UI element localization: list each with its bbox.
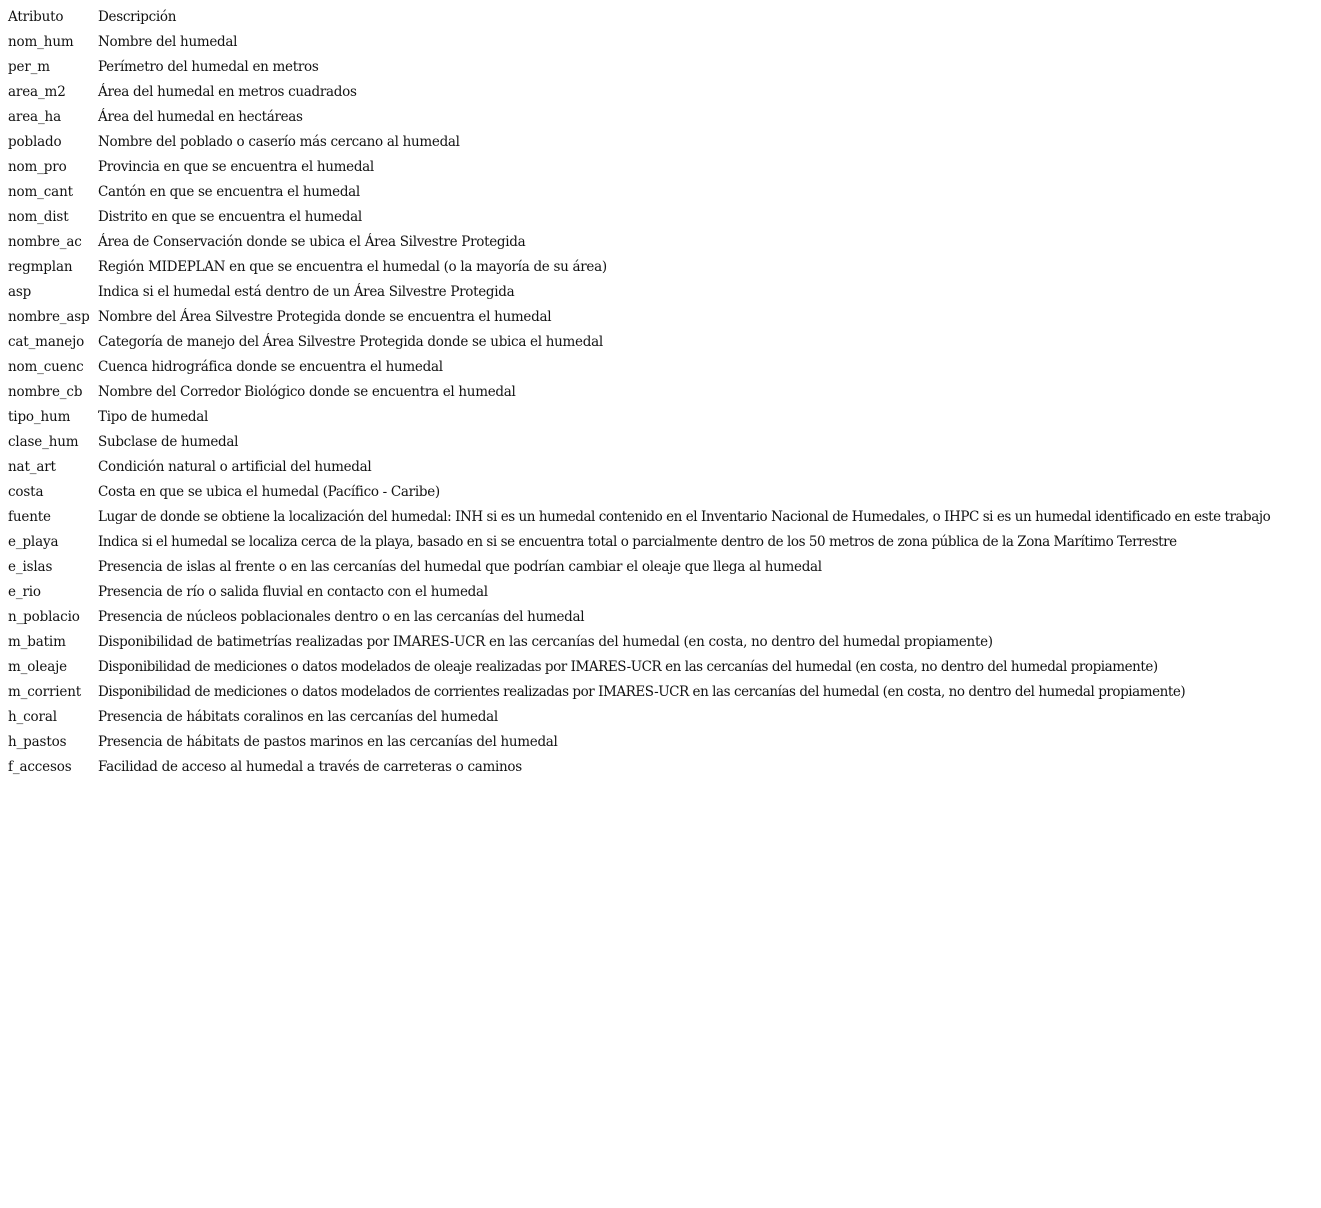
attribute-cell: e_islas — [8, 559, 53, 575]
description-cell: Área de Conservación donde se ubica el Área Silvestre Protegida — [98, 234, 526, 250]
table-row — [8, 680, 1318, 705]
attribute-cell: asp — [8, 284, 32, 300]
description-cell: Perímetro del humedal en metros — [98, 59, 319, 75]
header-description: Descripción — [98, 9, 177, 25]
attribute-cell: fuente — [8, 509, 51, 525]
description-cell: Región MIDEPLAN en que se encuentra el humedal (o la mayoría de su área) — [98, 259, 607, 275]
table-row — [8, 205, 1318, 230]
description-cell: Lugar de donde se obtiene la localización del humedal: INH si es un humedal contenido en el Inventario Nacional de Humedales, o IHPC si es un humedal identificado en este trabajo — [98, 509, 1271, 525]
table-row — [8, 30, 1318, 55]
attribute-cell: nom_cant — [8, 184, 73, 200]
table-row — [8, 530, 1318, 555]
description-cell: Área del humedal en hectáreas — [98, 109, 303, 125]
description-cell: Disponibilidad de batimetrías realizadas por IMARES-UCR en las cercanías del humedal (en costa, no dentro del humedal propiamente) — [98, 634, 993, 650]
table-row — [8, 480, 1318, 505]
attribute-cell: nom_pro — [8, 159, 67, 175]
attribute-cell: nombre_asp — [8, 309, 90, 325]
table-body — [8, 30, 1318, 780]
description-cell: Tipo de humedal — [98, 409, 208, 425]
description-cell: Disponibilidad de mediciones o datos modelados de oleaje realizadas por IMARES-UCR en las cercanías del humedal (en costa, no dentro del humedal propiamente) — [98, 659, 1158, 675]
table-row — [8, 305, 1318, 330]
attribute-cell: n_poblacio — [8, 609, 80, 625]
attribute-cell: e_rio — [8, 584, 41, 600]
table-row — [8, 355, 1318, 380]
table-row — [8, 130, 1318, 155]
attribute-cell: per_m — [8, 59, 50, 75]
description-cell: Indica si el humedal se localiza cerca de la playa, basado en si se encuentra total o parcialmente dentro de los 50 metros de zona pública de la Zona Marítimo Terrestre — [98, 534, 1177, 550]
description-cell: Costa en que se ubica el humedal (Pacífico - Caribe) — [98, 484, 440, 500]
attribute-cell: m_oleaje — [8, 659, 68, 675]
description-cell: Cantón en que se encuentra el humedal — [98, 184, 360, 200]
description-cell: Subclase de humedal — [98, 434, 239, 450]
table-row — [8, 55, 1318, 80]
table-row — [8, 505, 1318, 530]
description-cell: Presencia de islas al frente o en las cercanías del humedal que podrían cambiar el oleaje que llega al humedal — [98, 559, 822, 575]
attribute-cell: nom_dist — [8, 209, 69, 225]
attribute-cell: clase_hum — [8, 434, 79, 450]
description-cell: Distrito en que se encuentra el humedal — [98, 209, 362, 225]
table-row — [8, 580, 1318, 605]
table-row — [8, 655, 1318, 680]
attribute-cell: h_pastos — [8, 734, 67, 750]
table-row — [8, 330, 1318, 355]
attribute-cell: tipo_hum — [8, 409, 71, 425]
attribute-cell: nombre_ac — [8, 234, 82, 250]
attribute-cell: nat_art — [8, 459, 56, 475]
table-row — [8, 605, 1318, 630]
attribute-cell: m_batim — [8, 634, 66, 650]
table-row — [8, 555, 1318, 580]
description-cell: Facilidad de acceso al humedal a través de carreteras o caminos — [98, 759, 522, 775]
table-row — [8, 455, 1318, 480]
table-row — [8, 705, 1318, 730]
attribute-cell: nombre_cb — [8, 384, 83, 400]
description-cell: Cuenca hidrográfica donde se encuentra el humedal — [98, 359, 443, 375]
table-row — [8, 80, 1318, 105]
description-cell: Categoría de manejo del Área Silvestre Protegida donde se ubica el humedal — [98, 334, 603, 350]
table-row — [8, 730, 1318, 755]
attribute-cell: nom_hum — [8, 34, 74, 50]
description-cell: Nombre del poblado o caserío más cercano al humedal — [98, 134, 460, 150]
table-row — [8, 180, 1318, 205]
description-cell: Área del humedal en metros cuadrados — [98, 84, 357, 100]
table-row — [8, 230, 1318, 255]
description-cell: Provincia en que se encuentra el humedal — [98, 159, 374, 175]
attribute-cell: e_playa — [8, 534, 59, 550]
description-cell: Presencia de núcleos poblacionales dentro o en las cercanías del humedal — [98, 609, 585, 625]
attribute-cell: m_corrient — [8, 684, 82, 700]
table-row — [8, 755, 1318, 780]
attribute-cell: area_ha — [8, 109, 61, 125]
description-cell: Condición natural o artificial del humedal — [98, 459, 372, 475]
table-row — [8, 405, 1318, 430]
description-cell: Nombre del humedal — [98, 34, 238, 50]
description-cell: Disponibilidad de mediciones o datos modelados de corrientes realizadas por IMARES-UCR en las cercanías del humedal (en costa, no dentro del humedal propiamente) — [98, 684, 1186, 700]
attribute-table — [8, 5, 1318, 780]
table-row — [8, 255, 1318, 280]
header-attribute: Atributo — [8, 9, 64, 25]
table-header-row — [8, 5, 1318, 30]
table-row — [8, 280, 1318, 305]
attribute-cell: cat_manejo — [8, 334, 85, 350]
attribute-cell: f_accesos — [8, 759, 72, 775]
description-cell: Indica si el humedal está dentro de un Área Silvestre Protegida — [98, 284, 515, 300]
attribute-cell: regmplan — [8, 259, 73, 275]
table-row — [8, 155, 1318, 180]
description-cell: Presencia de hábitats coralinos en las cercanías del humedal — [98, 709, 498, 725]
description-cell: Nombre del Área Silvestre Protegida donde se encuentra el humedal — [98, 309, 552, 325]
attribute-cell: h_coral — [8, 709, 57, 725]
attribute-cell: nom_cuenc — [8, 359, 84, 375]
attribute-cell: area_m2 — [8, 84, 66, 100]
table-row — [8, 630, 1318, 655]
table-row — [8, 105, 1318, 130]
attribute-cell: costa — [8, 484, 44, 500]
attribute-cell: poblado — [8, 134, 62, 150]
description-cell: Nombre del Corredor Biológico donde se encuentra el humedal — [98, 384, 516, 400]
description-cell: Presencia de río o salida fluvial en contacto con el humedal — [98, 584, 488, 600]
table-row — [8, 380, 1318, 405]
description-cell: Presencia de hábitats de pastos marinos en las cercanías del humedal — [98, 734, 558, 750]
table-row — [8, 430, 1318, 455]
